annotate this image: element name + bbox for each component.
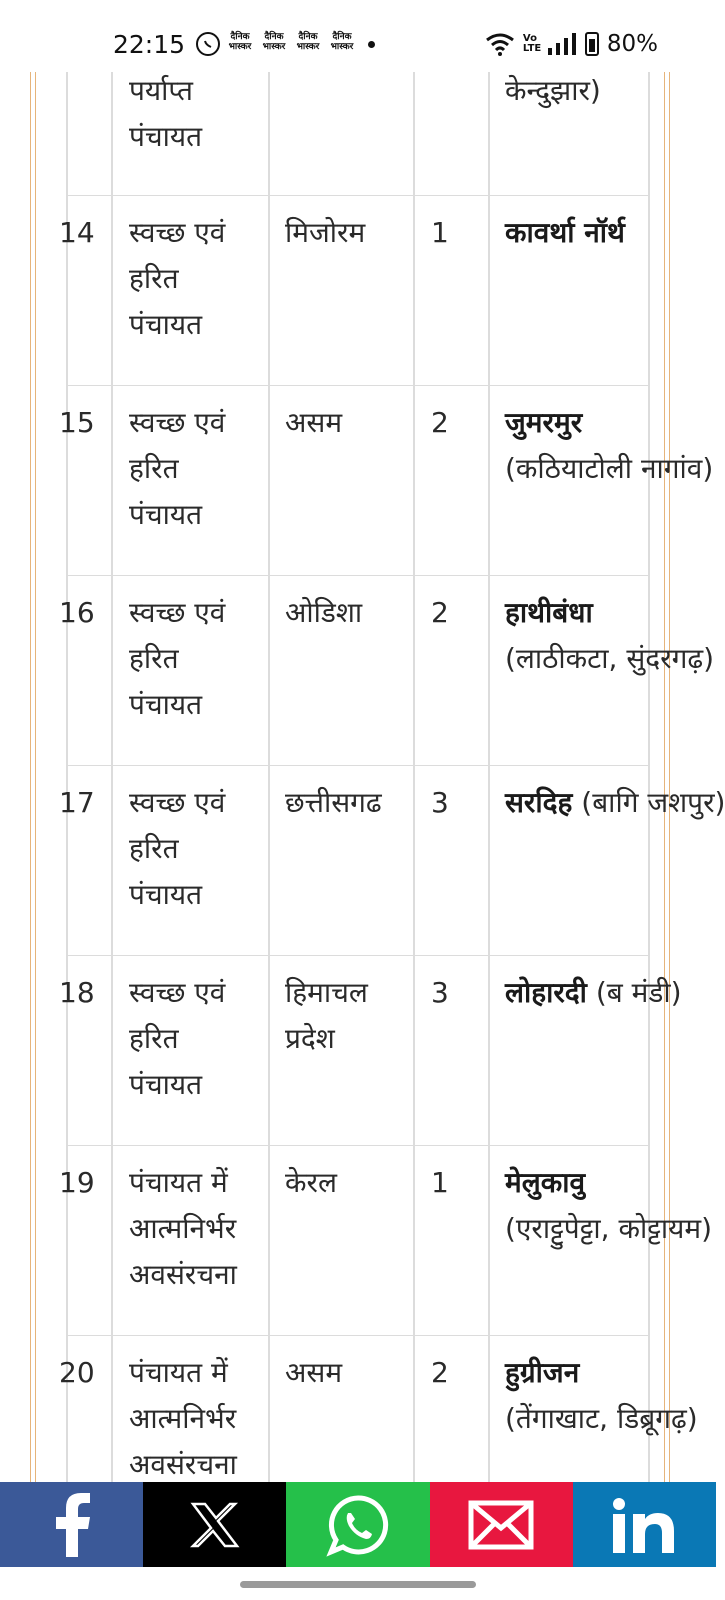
winner-name: जुमरमुर: [505, 406, 583, 439]
rank-cell: 2: [431, 406, 449, 439]
category-cell: स्वच्छ एवं हरित पंचायत: [129, 216, 226, 341]
row-number: 20: [59, 1356, 95, 1389]
dainik-bhaskar-icon: दैनिक भास्कर: [262, 32, 286, 52]
whatsapp-icon: [327, 1494, 389, 1556]
status-right: [485, 31, 658, 57]
battery-icon: [585, 32, 599, 56]
notification-icons: [196, 32, 375, 56]
navigation-bar: [0, 1567, 716, 1600]
winner-cell: [505, 1350, 698, 1442]
rank-cell: 3: [431, 976, 449, 1009]
winner-name: लोहारदी: [505, 976, 587, 1009]
x-icon: [191, 1502, 239, 1548]
winner-name: हुग्रीजन: [505, 1356, 580, 1389]
category-cell: पर्याप्त पंचायत: [129, 74, 203, 153]
battery-percent: 80%: [606, 31, 658, 57]
winner-cell: [505, 780, 725, 826]
row-number: 14: [59, 216, 95, 249]
whatsapp-icon: [196, 32, 220, 56]
row-number: 18: [59, 976, 95, 1009]
rank-cell: 1: [431, 216, 449, 249]
dainik-bhaskar-icon: दैनिक भास्कर: [296, 32, 320, 52]
x-share-button[interactable]: [143, 1482, 286, 1567]
state-cell: ओडिशा: [285, 596, 363, 629]
winner-name: हाथीबंधा: [505, 596, 593, 629]
winner-name: मेलुकावु: [505, 1166, 586, 1199]
winner-location: (ब मंडी): [586, 976, 682, 1009]
winner-cell: [505, 210, 655, 256]
rank-cell: 1: [431, 1166, 449, 1199]
winner-location: (तेंगाखाट, डिब्रूगढ़): [505, 1402, 698, 1435]
status-bar: [0, 0, 716, 72]
table-row: [59, 196, 649, 386]
linkedin-icon: [612, 1497, 676, 1553]
state-cell: असम: [285, 406, 343, 439]
facebook-icon: [52, 1493, 92, 1557]
state-cell: केरल: [285, 1166, 337, 1199]
category-cell: पंचायत में आत्मनिर्भर अवसंरचना: [129, 1356, 237, 1481]
rank-cell: 2: [431, 1356, 449, 1389]
volte-icon: Vo LTE: [522, 33, 542, 54]
winner-name: कावर्था नॉर्थ: [505, 216, 625, 249]
whatsapp-share-button[interactable]: [286, 1482, 429, 1567]
table-row: [59, 386, 714, 576]
winner-location: (कठियाटोली नागांव): [505, 452, 714, 485]
page-right-border: [664, 72, 670, 1482]
winner-cell: [505, 590, 715, 682]
category-cell: स्वच्छ एवं हरित पंचायत: [129, 406, 226, 531]
winner-location: (लाठीकटा, सुंदरगढ़): [505, 642, 715, 675]
row-number: 17: [59, 786, 95, 819]
more-notifications-icon: [368, 41, 375, 48]
table-row: [59, 576, 715, 766]
mail-icon: [468, 1500, 534, 1550]
state-cell: असम: [285, 1356, 343, 1389]
state-cell: मिजोरम: [285, 216, 366, 249]
rank-cell: 3: [431, 786, 449, 819]
category-cell: स्वच्छ एवं हरित पंचायत: [129, 596, 226, 721]
winner-name: सरदिह: [505, 786, 573, 819]
share-bar: [0, 1482, 716, 1567]
row-number: 15: [59, 406, 95, 439]
winner-cell: केन्दुझार): [505, 74, 601, 107]
table-row: [59, 956, 682, 1146]
email-share-button[interactable]: [430, 1482, 573, 1567]
state-cell: हिमाचल प्रदेश: [285, 976, 368, 1055]
row-number: 19: [59, 1166, 95, 1199]
category-cell: स्वच्छ एवं हरित पंचायत: [129, 786, 226, 911]
winner-cell: [505, 400, 714, 492]
winner-location: (बागि जशपुर): [572, 786, 725, 819]
page-left-border: [30, 72, 36, 1482]
status-time: 22:15: [113, 30, 186, 59]
table-row: [59, 766, 725, 956]
row-number: 16: [59, 596, 95, 629]
winner-cell: [505, 1160, 713, 1252]
category-cell: पंचायत में आत्मनिर्भर अवसंरचना: [129, 1166, 237, 1291]
signal-icon: [547, 33, 577, 55]
home-gesture-handle[interactable]: [240, 1581, 476, 1588]
dainik-bhaskar-icon: दैनिक भास्कर: [228, 32, 252, 52]
rank-cell: 2: [431, 596, 449, 629]
dainik-bhaskar-icon: दैनिक भास्कर: [330, 32, 354, 52]
winner-cell: [505, 970, 682, 1016]
linkedin-share-button[interactable]: [573, 1482, 716, 1567]
winner-location: (एराट्टुपेट्टा, कोट्टायम): [505, 1212, 713, 1245]
table-row: [59, 1146, 713, 1336]
category-cell: स्वच्छ एवं हरित पंचायत: [129, 976, 226, 1101]
wifi-icon: [485, 32, 515, 56]
state-cell: छत्तीसगढ: [285, 786, 382, 819]
facebook-share-button[interactable]: [0, 1482, 143, 1567]
